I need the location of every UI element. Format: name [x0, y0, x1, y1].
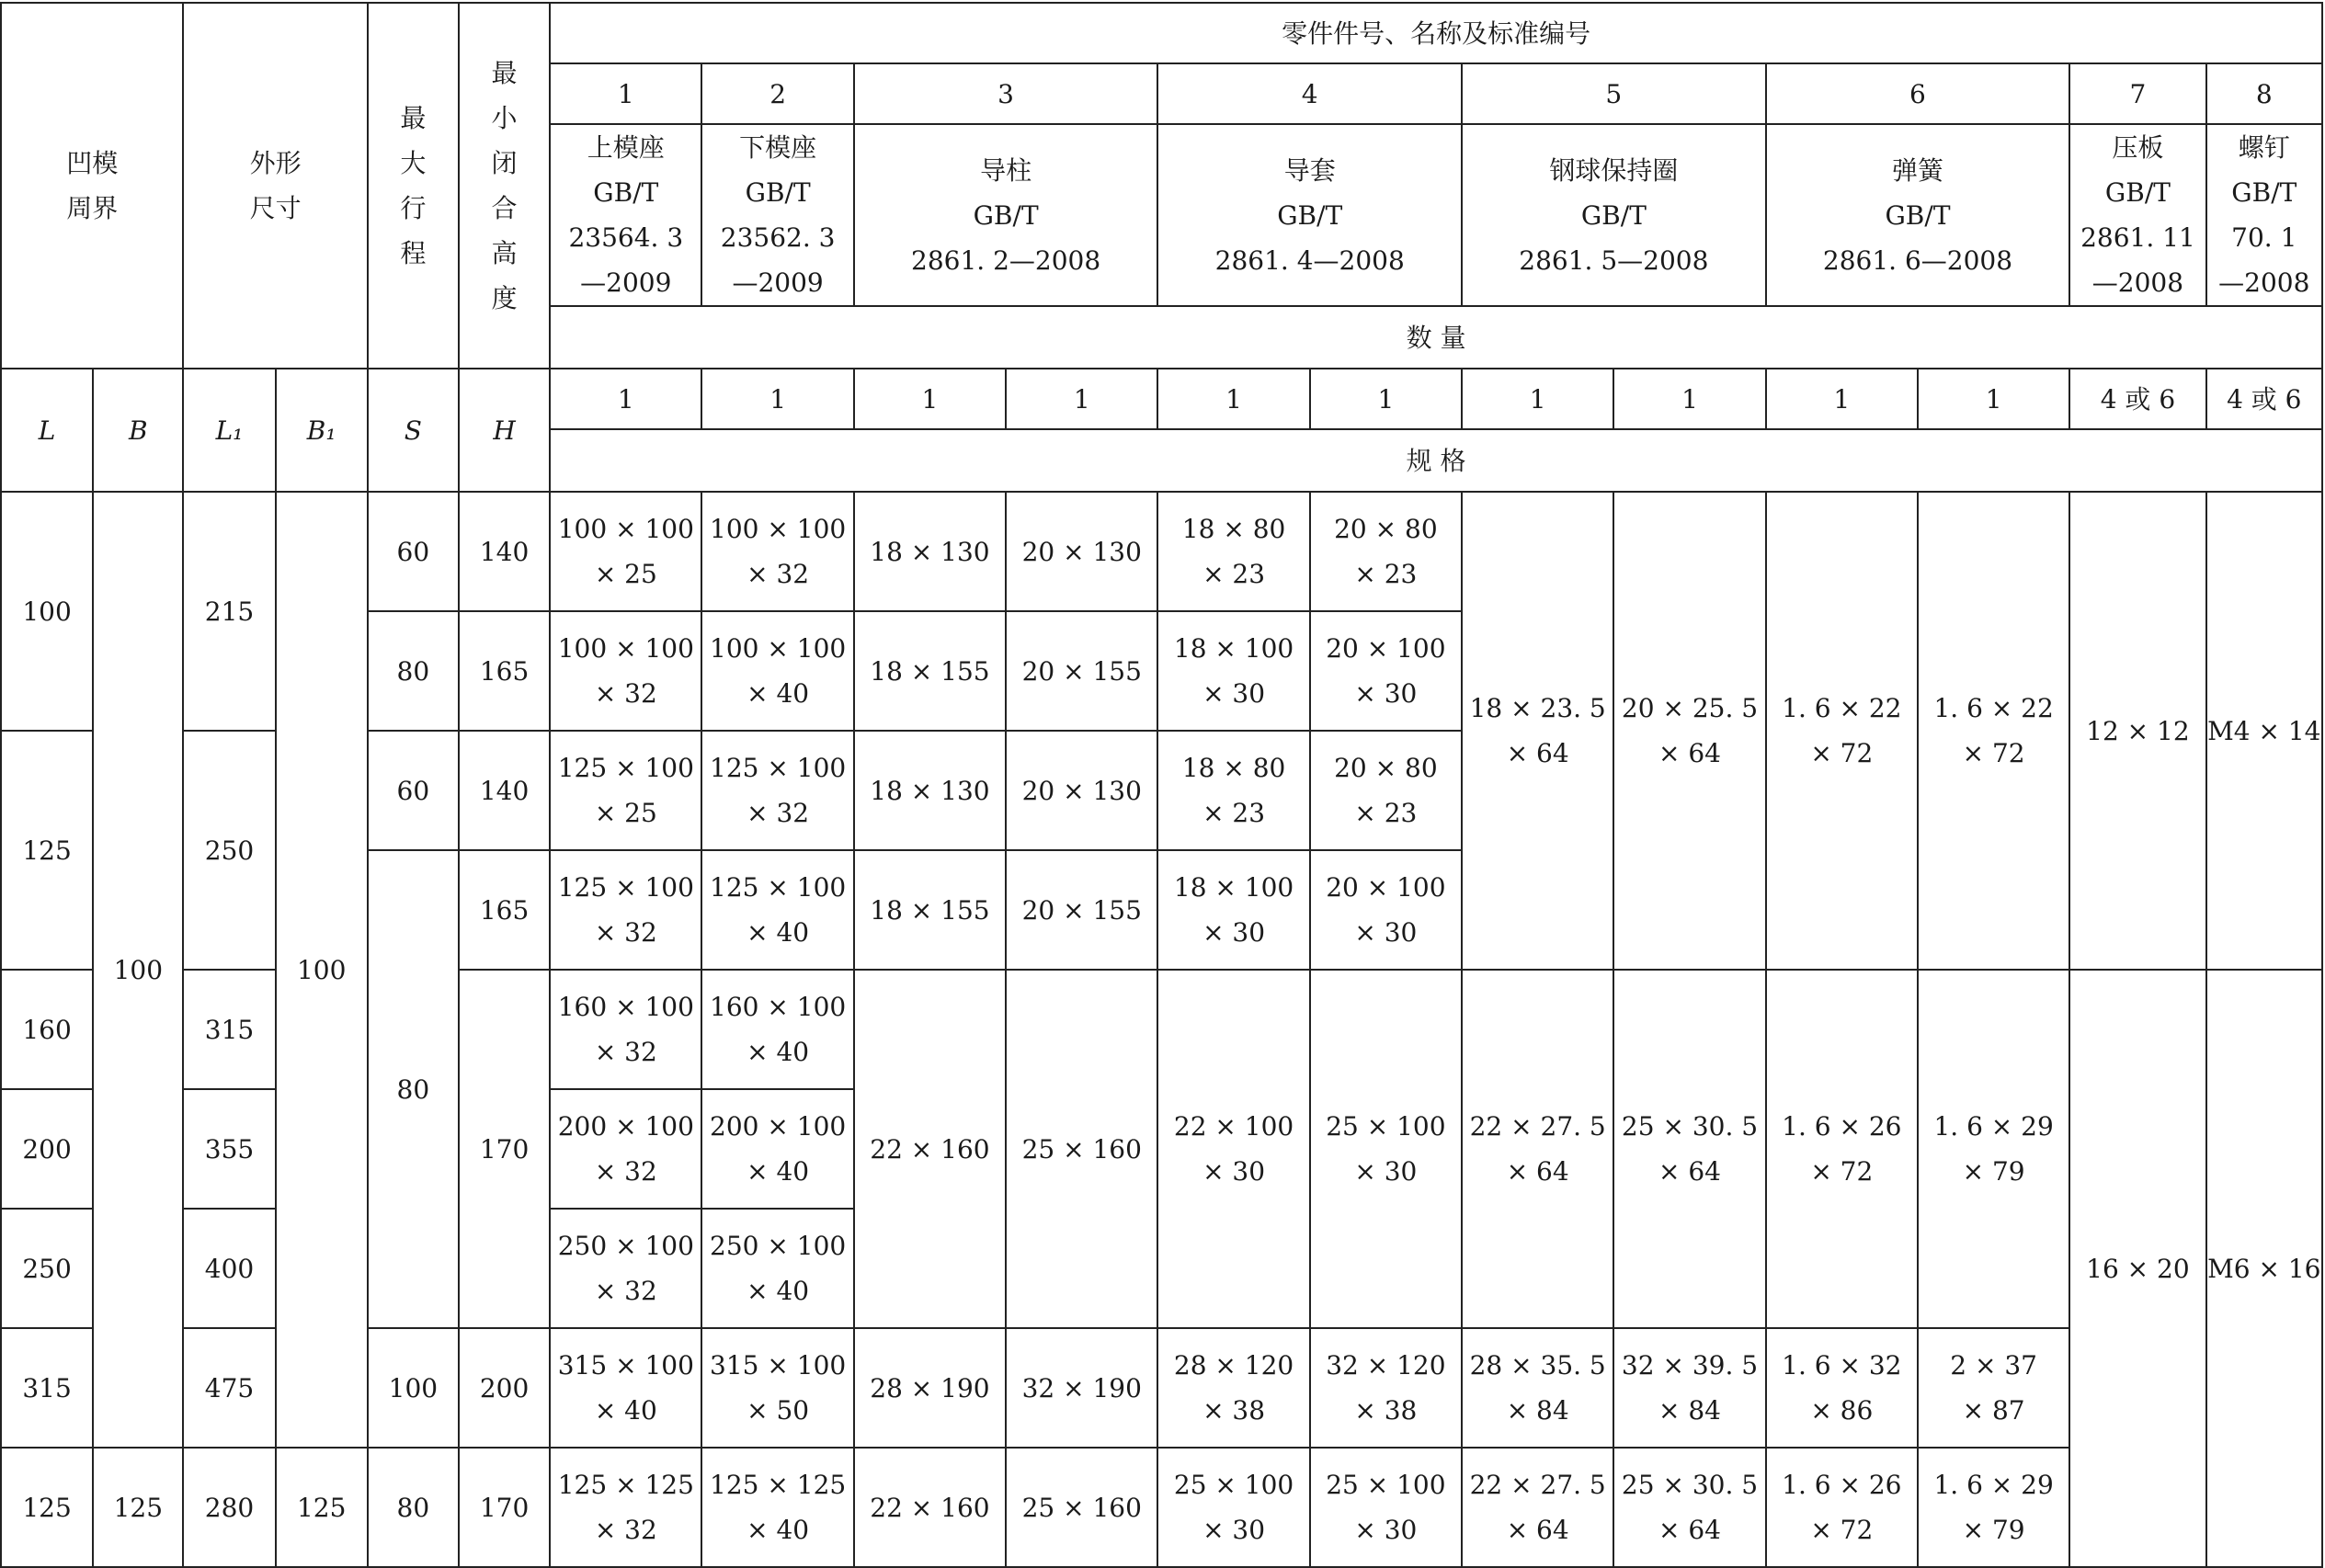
quantity-cell: 1 [1613, 369, 1765, 429]
cell-upper-die-seat: 125 × 100 × 25 [550, 731, 701, 850]
cell-L1: 475 [183, 1328, 275, 1448]
part-number: 7 [2069, 63, 2205, 124]
cell-ball-cage-b: 25 × 30. 5 × 64 [1613, 970, 1765, 1328]
part-name-lower-die-seat: 下模座 GB/T 23562. 3 —2009 [701, 124, 853, 306]
cell-ball-cage-b: 20 × 25. 5 × 64 [1613, 492, 1765, 970]
cell-L: 160 [1, 970, 93, 1089]
cell-spring-a: 1. 6 × 26 × 72 [1766, 970, 1918, 1328]
cell-spring-a: 1. 6 × 22 × 72 [1766, 492, 1918, 970]
cell-L: 315 [1, 1328, 93, 1448]
cell-L1: 280 [183, 1448, 275, 1567]
part-name-guide-bush: 导套 GB/T 2861. 4—2008 [1157, 124, 1462, 306]
cell-lower-die-seat: 125 × 125 × 40 [701, 1448, 853, 1567]
cell-lower-die-seat: 125 × 100 × 32 [701, 731, 853, 850]
cell-B1: 100 [276, 492, 368, 1448]
quantity-cell: 1 [854, 369, 1006, 429]
min-closed-height-header: 最 小 闭 合 高 度 [459, 3, 550, 369]
die-perimeter-header: 凹模 周界 [1, 3, 183, 369]
cell-ball-cage-a: 22 × 27. 5 × 64 [1462, 970, 1613, 1328]
cell-guide-pillar-a: 18 × 155 [854, 611, 1006, 731]
part-number: 1 [550, 63, 701, 124]
part-number: 5 [1462, 63, 1766, 124]
quantity-cell: 1 [1766, 369, 1918, 429]
quantity-cell: 1 [550, 369, 701, 429]
cell-guide-pillar-b: 32 × 190 [1006, 1328, 1157, 1448]
cell-guide-bush-b: 32 × 120 × 38 [1310, 1328, 1462, 1448]
cell-L1: 400 [183, 1209, 275, 1328]
cell-upper-die-seat: 125 × 125 × 32 [550, 1448, 701, 1567]
cell-S: 80 [368, 611, 459, 731]
outline-size-header: 外形 尺寸 [183, 3, 367, 369]
part-number: 6 [1766, 63, 2070, 124]
cell-S: 80 [368, 1448, 459, 1567]
cell-S: 60 [368, 731, 459, 850]
part-name-screw: 螺钉 GB/T 70. 1 —2008 [2206, 124, 2322, 306]
part-number: 4 [1157, 63, 1462, 124]
spec-label: 规 格 [550, 429, 2322, 492]
cell-H: 200 [459, 1328, 550, 1448]
cell-clamp-plate: 12 × 12 [2069, 492, 2205, 970]
cell-spring-b: 1. 6 × 29 × 79 [1918, 1448, 2069, 1567]
quantity-cell: 4 或 6 [2069, 369, 2205, 429]
cell-L: 100 [1, 492, 93, 731]
part-name-guide-pillar: 导柱 GB/T 2861. 2—2008 [854, 124, 1158, 306]
cell-spring-b: 1. 6 × 29 × 79 [1918, 970, 2069, 1328]
cell-guide-pillar-a: 28 × 190 [854, 1328, 1006, 1448]
cell-S: 60 [368, 492, 459, 611]
part-name-upper-die-seat: 上模座 GB/T 23564. 3 —2009 [550, 124, 701, 306]
cell-guide-bush-b: 20 × 80 × 23 [1310, 492, 1462, 611]
quantity-cell: 1 [1006, 369, 1157, 429]
symbol-H: H [459, 369, 550, 492]
cell-L1: 250 [183, 731, 275, 970]
header-row-title [1, 3, 2322, 63]
quantity-label: 数 量 [550, 306, 2322, 369]
cell-upper-die-seat: 160 × 100 × 32 [550, 970, 701, 1089]
cell-upper-die-seat: 315 × 100 × 40 [550, 1328, 701, 1448]
cell-lower-die-seat: 100 × 100 × 40 [701, 611, 853, 731]
cell-guide-pillar-b: 20 × 130 [1006, 492, 1157, 611]
cell-L: 200 [1, 1089, 93, 1209]
cell-lower-die-seat: 250 × 100 × 40 [701, 1209, 853, 1328]
cell-ball-cage-b: 25 × 30. 5 × 64 [1613, 1448, 1765, 1567]
quantity-cell: 1 [1462, 369, 1613, 429]
part-number: 3 [854, 63, 1158, 124]
die-set-spec-table [0, 2, 2323, 1568]
cell-guide-pillar-a: 18 × 155 [854, 850, 1006, 970]
cell-guide-bush-a: 22 × 100 × 30 [1157, 970, 1309, 1328]
part-number: 2 [701, 63, 853, 124]
table-row [1, 492, 2322, 611]
cell-screw: M6 × 16 [2206, 970, 2322, 1567]
cell-upper-die-seat: 100 × 100 × 25 [550, 492, 701, 611]
symbol-L: L [1, 369, 93, 492]
cell-L: 125 [1, 731, 93, 970]
cell-guide-pillar-a: 18 × 130 [854, 492, 1006, 611]
cell-guide-bush-b: 20 × 100 × 30 [1310, 850, 1462, 970]
quantity-cell: 1 [1157, 369, 1309, 429]
part-number: 8 [2206, 63, 2322, 124]
cell-B1: 125 [276, 1448, 368, 1567]
max-stroke-header: 最 大 行 程 [368, 3, 459, 369]
cell-S: 80 [368, 850, 459, 1328]
cell-ball-cage-a: 28 × 35. 5 × 84 [1462, 1328, 1613, 1448]
cell-upper-die-seat: 200 × 100 × 32 [550, 1089, 701, 1209]
cell-clamp-plate: 16 × 20 [2069, 970, 2205, 1567]
quantity-cell: 1 [1918, 369, 2069, 429]
header-row-quantities [1, 369, 2322, 429]
cell-ball-cage-a: 22 × 27. 5 × 64 [1462, 1448, 1613, 1567]
cell-L1: 215 [183, 492, 275, 731]
cell-guide-pillar-a: 22 × 160 [854, 970, 1006, 1328]
cell-guide-bush-b: 20 × 100 × 30 [1310, 611, 1462, 731]
part-name-ball-cage: 钢球保持圈 GB/T 2861. 5—2008 [1462, 124, 1766, 306]
cell-guide-pillar-b: 20 × 155 [1006, 611, 1157, 731]
symbol-B1: B₁ [276, 369, 368, 492]
parts-group-title: 零件件号、名称及标准编号 [550, 3, 2322, 63]
cell-guide-bush-a: 18 × 80 × 23 [1157, 492, 1309, 611]
cell-guide-pillar-b: 20 × 130 [1006, 731, 1157, 850]
part-name-spring: 弹簧 GB/T 2861. 6—2008 [1766, 124, 2070, 306]
cell-ball-cage-b: 32 × 39. 5 × 84 [1613, 1328, 1765, 1448]
part-name-clamp-plate: 压板 GB/T 2861. 11 —2008 [2069, 124, 2205, 306]
cell-H: 170 [459, 1448, 550, 1567]
cell-upper-die-seat: 100 × 100 × 32 [550, 611, 701, 731]
cell-guide-bush-a: 18 × 80 × 23 [1157, 731, 1309, 850]
cell-spring-a: 1. 6 × 32 × 86 [1766, 1328, 1918, 1448]
cell-guide-bush-a: 18 × 100 × 30 [1157, 850, 1309, 970]
cell-H: 140 [459, 731, 550, 850]
cell-H: 140 [459, 492, 550, 611]
cell-B: 100 [93, 492, 183, 1448]
cell-upper-die-seat: 125 × 100 × 32 [550, 850, 701, 970]
cell-guide-pillar-b: 25 × 160 [1006, 1448, 1157, 1567]
cell-L: 125 [1, 1448, 93, 1567]
cell-lower-die-seat: 315 × 100 × 50 [701, 1328, 853, 1448]
cell-L1: 355 [183, 1089, 275, 1209]
symbol-L1: L₁ [183, 369, 275, 492]
cell-H: 165 [459, 850, 550, 970]
symbol-S: S [368, 369, 459, 492]
cell-H: 170 [459, 970, 550, 1328]
quantity-cell: 1 [1310, 369, 1462, 429]
cell-lower-die-seat: 160 × 100 × 40 [701, 970, 853, 1089]
cell-spring-b: 2 × 37 × 87 [1918, 1328, 2069, 1448]
cell-ball-cage-a: 18 × 23. 5 × 64 [1462, 492, 1613, 970]
cell-guide-bush-b: 25 × 100 × 30 [1310, 970, 1462, 1328]
quantity-cell: 4 或 6 [2206, 369, 2322, 429]
cell-guide-bush-b: 20 × 80 × 23 [1310, 731, 1462, 850]
cell-screw: M4 × 14 [2206, 492, 2322, 970]
cell-guide-bush-a: 28 × 120 × 38 [1157, 1328, 1309, 1448]
cell-lower-die-seat: 125 × 100 × 40 [701, 850, 853, 970]
cell-guide-pillar-a: 22 × 160 [854, 1448, 1006, 1567]
cell-guide-bush-a: 18 × 100 × 30 [1157, 611, 1309, 731]
cell-guide-bush-a: 25 × 100 × 30 [1157, 1448, 1309, 1567]
cell-guide-pillar-b: 25 × 160 [1006, 970, 1157, 1328]
symbol-B: B [93, 369, 183, 492]
table-row [1, 1448, 2322, 1567]
cell-lower-die-seat: 200 × 100 × 40 [701, 1089, 853, 1209]
cell-spring-b: 1. 6 × 22 × 72 [1918, 492, 2069, 970]
cell-lower-die-seat: 100 × 100 × 32 [701, 492, 853, 611]
cell-spring-a: 1. 6 × 26 × 72 [1766, 1448, 1918, 1567]
cell-guide-bush-b: 25 × 100 × 30 [1310, 1448, 1462, 1567]
quantity-cell: 1 [701, 369, 853, 429]
cell-L1: 315 [183, 970, 275, 1089]
cell-S: 100 [368, 1328, 459, 1448]
cell-L: 250 [1, 1209, 93, 1328]
cell-guide-pillar-a: 18 × 130 [854, 731, 1006, 850]
cell-B: 125 [93, 1448, 183, 1567]
cell-H: 165 [459, 611, 550, 731]
cell-guide-pillar-b: 20 × 155 [1006, 850, 1157, 970]
cell-upper-die-seat: 250 × 100 × 32 [550, 1209, 701, 1328]
